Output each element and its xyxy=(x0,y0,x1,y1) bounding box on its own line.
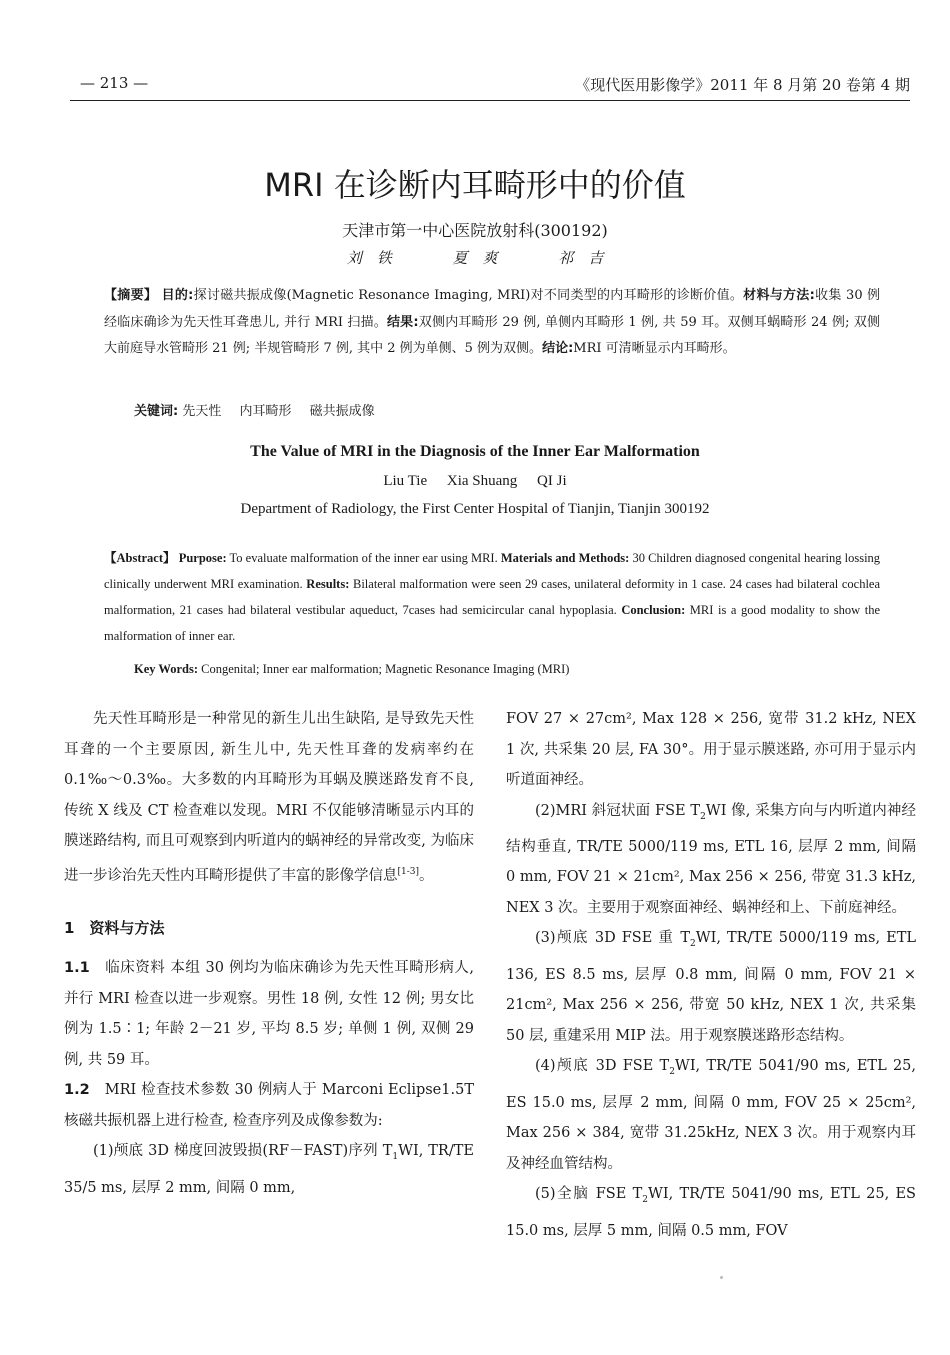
sequence-2-text-a: (2)MRI 斜冠状面 FSE T xyxy=(535,802,701,819)
sequence-3-text-b: WI, TR/TE 5000/119 ms, ETL 136, ES 8.5 ms, 层厚 0.8 mm, 间隔 0 mm, FOV 21 × 21cm², Max 256 × 256, 带宽 50 kHz, NEX 1 次, 共采集 50 层, 重建采用 MIP 法。用于观察膜迷路形态结构。 xyxy=(506,930,916,1044)
abstract-en-purpose-label: Purpose: xyxy=(178,551,227,565)
abstract-cn-purpose-label: 目的: xyxy=(161,288,194,303)
journal-citation: 《现代医用影像学》2011 年 8 月第 20 卷第 4 期 xyxy=(575,76,910,94)
article-title-cn: MRI 在诊断内耳畸形中的价值 xyxy=(264,166,686,204)
subsection-1-1-text: 临床资料 本组 30 例均为临床确诊为先天性耳畸形病人, 并行 MRI 检查以进一步观察。男性 18 例, 女性 12 例; 男女比例为 1.5∶1; 年龄 2－21 岁, 平均 8.5 岁; 单侧 1 例, 双侧 29 例, 共 59 耳。 xyxy=(64,960,474,1068)
abstract-en-results-label: Results: xyxy=(306,577,350,591)
abstract-cn-conclusion: MRI 可清晰显示内耳畸形。 xyxy=(573,341,736,356)
scan-speck xyxy=(720,1276,723,1279)
intro-text: 先天性耳畸形是一种常见的新生儿出生缺陷, 是导致先天性耳聋的一个主要原因, 新生儿中, 先天性耳聋的发病率约在 0.1‰～0.3‰。大多数的内耳畸形为耳蜗及膜迷路发育不良, 传统 X 线及 CT 检查难以发现。MRI 不仅能够清晰显示内耳的膜迷路结构, 而且可观察到内听道内的蜗神经的异常改变, 为临床进一步诊治先天性内耳畸形提供了丰富的影像学信息 xyxy=(64,711,474,884)
sequence-2 xyxy=(506,796,916,924)
sequence-4-text-b: WI, TR/TE 5041/90 ms, ETL 25, ES 15.0 ms, 层厚 2 mm, 间隔 0 mm, FOV 25 × 25cm², Max 256 × 384, 宽带 31.25kHz, NEX 3 次。用于观察内耳及神经血管结构。 xyxy=(506,1058,917,1172)
subsection-1-1 xyxy=(64,953,474,1075)
abstract-cn xyxy=(104,283,880,363)
sequence-1 xyxy=(64,1136,474,1203)
affiliation-cn: 天津市第一中心医院放射科(300192) xyxy=(342,221,608,240)
running-header xyxy=(70,74,910,101)
sequence-1-text-a: (1)颅底 3D 梯度回波毁损(RF－FAST)序列 T xyxy=(93,1143,393,1160)
abstract-cn-conclusion-label: 结论: xyxy=(542,341,574,356)
sequence-3-sub: 2 xyxy=(690,939,696,950)
sequence-4-sub: 2 xyxy=(669,1067,675,1078)
keyword-cn-2: 内耳畸形 xyxy=(239,404,292,419)
abstract-cn-results: 双侧内耳畸形 29 例, 单侧内耳畸形 1 例, 共 59 耳。双侧耳蜗畸形 24 例; 双侧大前庭导水管畸形 21 例; 半规管畸形 7 例, 其中 2 例为单侧、5 例为双侧。 xyxy=(104,314,881,356)
keywords-en xyxy=(134,662,569,677)
subsection-1-1-number: 1.1 xyxy=(64,960,90,977)
keywords-en-text: Congenital; Inner ear malformation; Magnetic Resonance Imaging (MRI) xyxy=(201,662,570,676)
body-column-right xyxy=(506,704,916,1246)
abstract-cn-results-label: 结果: xyxy=(386,314,419,330)
body-column-left xyxy=(64,704,474,1203)
sequence-1-text-b: WI, TR/TE 35/5 ms, 层厚 2 mm, 间隔 0 mm, xyxy=(64,1143,474,1196)
abstract-en-purpose: To evaluate malformation of the inner ear using MRI. xyxy=(229,551,498,565)
abstract-en-conclusion-label: Conclusion: xyxy=(621,603,686,617)
abstract-en-methods-label: Materials and Methods: xyxy=(500,551,630,565)
subsection-1-2 xyxy=(64,1075,474,1136)
article-title-en: The Value of MRI in the Diagnosis of the Inner Ear Malformation xyxy=(250,443,700,460)
affiliation-en: Department of Radiology, the First Center Hospital of Tianjin, Tianjin 300192 xyxy=(240,501,710,517)
abstract-en-conclusion: MRI is a good modality to show the malformation of inner ear. xyxy=(104,603,881,643)
abstract-cn-purpose: 探讨磁共振成像(Magnetic Resonance Imaging, MRI)对不同类型的内耳畸形的诊断价值。 xyxy=(193,288,744,303)
author-en-1: Liu Tie xyxy=(383,473,428,489)
sequence-4 xyxy=(506,1051,916,1179)
sequence-5-sub: 2 xyxy=(642,1195,648,1206)
sequence-5-text-a: (5)全脑 FSE T xyxy=(535,1186,643,1203)
keywords-cn-label: 关键词: xyxy=(134,404,179,419)
authors-cn xyxy=(0,247,950,268)
abstract-en xyxy=(104,545,880,649)
abstract-en-label: 【Abstract】 xyxy=(104,551,176,565)
authors-en xyxy=(0,473,950,490)
abstract-cn-label: 【摘要】 xyxy=(104,288,158,303)
section-heading-1 xyxy=(64,913,474,944)
sequence-1-sub: 1 xyxy=(392,1152,399,1163)
author-cn-1: 刘 铁 xyxy=(346,249,392,267)
abstract-cn-methods-label: 材料与方法: xyxy=(743,288,815,303)
sequence-5-text-b: WI, TR/TE 5041/90 ms, ETL 25, ES 15.0 ms, 层厚 5 mm, 间隔 0.5 mm, FOV xyxy=(506,1186,916,1239)
keyword-cn-3: 磁共振成像 xyxy=(309,404,375,419)
abstract-cn-methods: 收集 30 例经临床确诊为先天性耳聋患儿, 并行 MRI 扫描。 xyxy=(104,288,881,330)
author-cn-2: 夏 爽 xyxy=(452,249,498,267)
author-en-2: Xia Shuang xyxy=(446,473,518,489)
subsection-1-2-text: MRI 检查技术参数 30 例病人于 Marconi Eclipse1.5T 核磁共振机器上进行检查, 检查序列及成像参数为: xyxy=(64,1082,474,1129)
sequence-1-continued: FOV 27 × 27cm², Max 128 × 256, 宽带 31.2 kHz, NEX 1 次, 共采集 20 层, FA 30°。用于显示膜迷路, 亦可用于显示内听道面神经。 xyxy=(506,711,916,788)
author-cn-3: 祁 吉 xyxy=(558,249,604,267)
keywords-cn xyxy=(134,400,375,419)
keyword-cn-1: 先天性 xyxy=(182,404,222,419)
keywords-en-label: Key Words: xyxy=(134,662,199,676)
intro-citation: [1-3] xyxy=(397,866,420,877)
abstract-en-methods: 30 Children diagnosed congenital hearing lossing clinically underwent MRI examination. xyxy=(104,551,881,591)
sequence-5 xyxy=(506,1179,916,1246)
intro-end: 。 xyxy=(419,867,434,884)
sequence-2-text-b: WI 像, 采集方向与内听道内神经结构垂直, TR/TE 5000/119 ms, ETL 16, 层厚 2 mm, 间隔 0 mm, FOV 21 × 21cm², Max 256 × 256, 带宽 31.3 kHz, NEX 3 次。主要用于观察面神经、蜗神经和上、下前庭神经。 xyxy=(506,802,917,916)
section-1-title: 1 资料与方法 xyxy=(64,918,165,937)
author-en-3: QI Ji xyxy=(537,473,567,489)
sequence-4-text-a: (4)颅底 3D FSE T xyxy=(535,1058,670,1075)
intro-paragraph xyxy=(64,704,474,891)
sequence-2-sub: 2 xyxy=(700,811,706,822)
subsection-1-2-number: 1.2 xyxy=(64,1082,90,1099)
sequence-3-text-a: (3)颅底 3D FSE 重 T xyxy=(535,930,690,947)
abstract-en-results: Bilateral malformation were seen 29 cases, unilateral deformity in 1 case. 24 cases had bilateral cochlea malformation, 21 cases had bilateral vestibular aqueduct, 7cases had semicircular canal hypoplasia. xyxy=(104,577,881,617)
sequence-3 xyxy=(506,923,916,1051)
page-number: — 213 — xyxy=(80,74,149,92)
